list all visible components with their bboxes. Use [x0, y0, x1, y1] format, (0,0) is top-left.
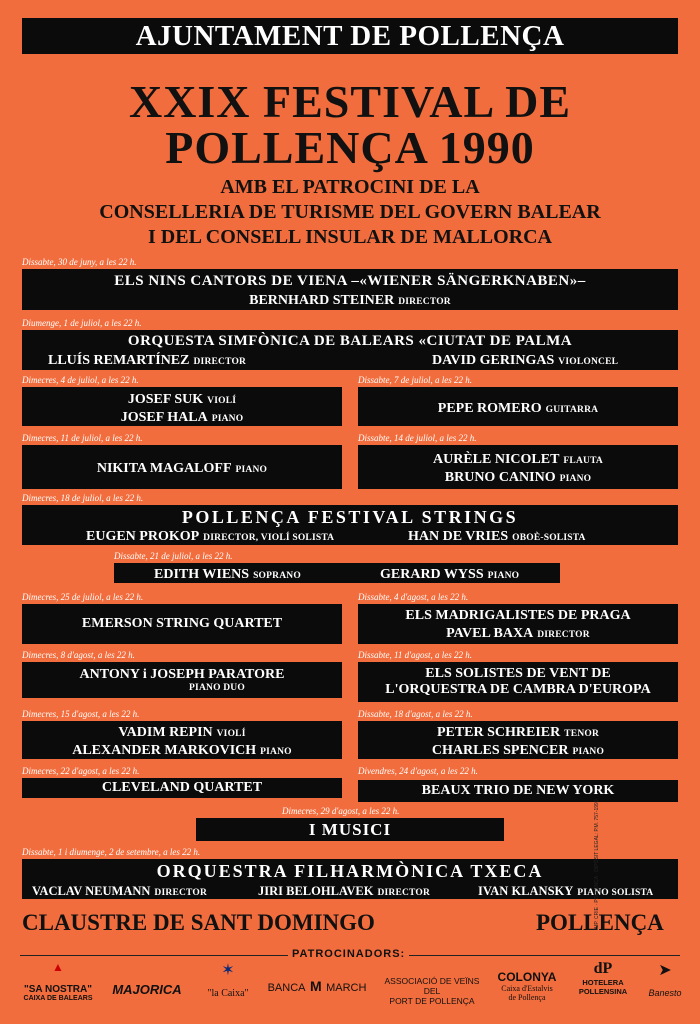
sponsor-subname: CAIXA DE BALEARS	[23, 995, 93, 1002]
performer-role: PIANO	[559, 474, 592, 484]
performer-role: DIRECTOR, VIOLÍ SOLISTA	[203, 533, 335, 543]
performer-name: ELS SOLISTES DE VENT DE	[425, 666, 611, 681]
sponsor-subname: MARCH	[326, 982, 367, 994]
event-title: POLLENÇA FESTIVAL STRINGS	[181, 507, 519, 527]
event-box	[22, 721, 342, 759]
sponsor-name: Banesto	[648, 988, 682, 998]
performer-name: L'ORQUESTRA DE CAMBRA D'EUROPA	[385, 682, 651, 697]
sponsor-name: HOTELERA	[582, 978, 624, 987]
performer-name: JOSEF HALA	[120, 410, 208, 425]
event-box	[358, 445, 678, 489]
performer-name: VADIM REPIN	[118, 725, 213, 740]
event-date: Dimecres, 29 d'agost, a les 22 h.	[282, 806, 400, 816]
performer-name: PAVEL BAXA	[446, 626, 534, 641]
sponsor-subname: POLLENSINA	[578, 987, 628, 996]
performer-role: TENOR	[564, 729, 600, 739]
performer-name: ANTONY i JOSEPH PARATORE	[79, 667, 285, 682]
sponsor-sa-nostra	[16, 960, 100, 1002]
performer-role: FLAUTA	[563, 456, 603, 466]
sponsor-hotelera	[570, 960, 636, 996]
event-box	[22, 505, 678, 545]
performer-role: PIANO	[260, 747, 292, 757]
sponsor-majorica	[104, 982, 190, 997]
event-box	[22, 269, 678, 310]
patronage-line2: CONSELLERIA DE TURISME DEL GOVERN BALEAR	[99, 201, 601, 223]
sponsor-colonya	[486, 960, 568, 1002]
event-title: ORQUESTA SIMFÒNICA DE BALEARS «CIUTAT DE PALMA	[127, 333, 573, 349]
performer-name: HAN DE VRIES	[408, 529, 509, 544]
event-box	[22, 859, 678, 899]
event-box	[196, 818, 504, 841]
performer-role: VIOLÍ	[207, 396, 237, 406]
performer-role: VIOLÍ	[216, 729, 246, 739]
performer-name: PETER SCHREIER	[436, 725, 561, 740]
event-date: Diumenge, 1 de juliol, a les 22 h.	[22, 318, 142, 328]
performer-name: PEPE ROMERO	[437, 401, 542, 416]
performer-name: ALEXANDER MARKOVICH	[72, 743, 257, 758]
event-box	[358, 662, 678, 702]
performer-name: DAVID GERINGAS	[432, 353, 555, 368]
sponsor-subname: de Pollença	[508, 993, 546, 1002]
performer-name: JOSEF SUK	[127, 392, 204, 407]
performer-name: JIRI BELOHLAVEK	[258, 884, 374, 898]
event-date: Dimecres, 22 d'agost, a les 22 h.	[22, 766, 140, 776]
performer-name: EDITH WIENS	[154, 567, 250, 582]
event-date: Dissabte, 7 de juliol, a les 22 h.	[358, 375, 472, 385]
festival-title-line2: POLLENÇA 1990	[165, 122, 535, 173]
performer-role: VIOLONCEL	[558, 357, 619, 367]
sponsor-subname: Caixa d'Estalvis	[501, 984, 553, 993]
performer-role: PIANO DUO	[189, 683, 245, 693]
patronage-line3: I DEL CONSELL INSULAR DE MALLORCA	[148, 226, 552, 248]
event-title: ELS NINS CANTORS DE VIENA –«WIENER SÄNGERKNABEN»–	[114, 273, 586, 289]
performer-name: BERNHARD STEINER	[249, 293, 395, 308]
performer-name: NIKITA MAGALOFF	[96, 461, 232, 476]
march-logo-icon: M	[309, 978, 322, 994]
sponsor-subname: DEL	[423, 986, 441, 996]
star-logo-icon: ✶	[221, 962, 235, 979]
event-box	[114, 563, 560, 583]
performer-role: DIRECTOR	[377, 888, 431, 898]
performer-role: DIRECTOR	[193, 357, 247, 367]
performer-role: DIRECTOR	[398, 297, 451, 307]
sponsor-la-caixa	[196, 960, 260, 999]
event-date: Dimecres, 11 de juliol, a les 22 h.	[22, 433, 143, 443]
event-date: Dissabte, 14 de juliol, a les 22 h.	[358, 433, 477, 443]
event-date: Dissabte, 1 i diumenge, 2 de setembre, a les 22 h.	[22, 847, 201, 857]
event-box	[358, 780, 678, 802]
sponsor-name: MAJORICA	[112, 982, 182, 997]
event-date: Dimecres, 8 d'agost, a les 22 h.	[22, 650, 135, 660]
sponsor-banca-march	[262, 978, 372, 996]
header-banner: AJUNTAMENT DE POLLENÇA	[22, 18, 678, 54]
event-box	[22, 387, 342, 426]
venue: CLAUSTRE DE SANT DOMINGO	[22, 910, 375, 935]
legal-note: IMP. CRIE · POLLENÇA · DIPÒSIT LEGAL: P.M. 757-1990	[594, 799, 600, 930]
performer-role: PIANO	[211, 414, 244, 424]
event-date: Dissabte, 4 d'agost, a les 22 h.	[358, 592, 469, 602]
event-date: Dissabte, 30 de juny, a les 22 h.	[22, 257, 137, 267]
event-box	[22, 604, 342, 644]
event-date: Dimecres, 25 de juliol, a les 22 h.	[22, 592, 144, 602]
performer-role: DIRECTOR	[154, 888, 208, 898]
event-date: Dimecres, 15 d'agost, a les 22 h.	[22, 709, 140, 719]
sponsor-name: COLONYA	[497, 970, 557, 984]
performer-name: VACLAV NEUMANN	[32, 884, 151, 898]
performer-name: ELS MADRIGALISTES DE PRAGA	[405, 608, 631, 623]
event-date: Dimecres, 18 de juliol, a les 22 h.	[22, 493, 144, 503]
performer-name: LLUÍS REMARTÍNEZ	[48, 353, 190, 368]
event-box	[22, 778, 342, 798]
performer-name: IVAN KLANSKY	[478, 884, 574, 898]
event-date: Dimecres, 4 de juliol, a les 22 h.	[22, 375, 139, 385]
event-box	[22, 330, 678, 370]
event-box	[358, 387, 678, 426]
patronage-line1: AMB EL PATROCINI DE LA	[220, 176, 480, 198]
sponsor-name: ASSOCIACIÓ DE VEÏNS	[384, 976, 480, 986]
event-box	[22, 445, 342, 489]
performer-role: PIANO	[235, 465, 268, 475]
performer-name: BRUNO CANINO	[444, 470, 556, 485]
performer-role: SOPRANO	[253, 571, 301, 581]
banesto-logo-icon: ➤	[658, 962, 672, 979]
performer-role: PIANO SOLISTA	[577, 888, 654, 898]
event-date: Dissabte, 11 d'agost, a les 22 h.	[358, 650, 473, 660]
event-date: Divendres, 24 d'agost, a les 22 h.	[358, 766, 478, 776]
event-box	[22, 662, 342, 698]
performer-name: BEAUX TRIO DE NEW YORK	[421, 783, 615, 798]
hotelera-logo-icon: dP	[593, 960, 613, 977]
performer-name: EUGEN PROKOP	[86, 529, 200, 544]
performer-role: DIRECTOR	[537, 630, 590, 640]
performer-role: PIANO	[487, 571, 520, 581]
performer-name: GERARD WYSS	[380, 567, 484, 582]
sponsor-banesto	[640, 960, 690, 998]
event-title: ORQUESTRA FILHARMÒNICA TXECA	[156, 861, 544, 881]
event-date: Dissabte, 18 d'agost, a les 22 h.	[358, 709, 473, 719]
sponsors-label: PATROCINADORS:	[288, 948, 409, 960]
event-box	[358, 604, 678, 644]
event-date: Dissabte, 21 de juliol, a les 22 h.	[114, 551, 233, 561]
performer-name: AURÈLE NICOLET	[433, 452, 560, 467]
festival-title-line1: XXIX FESTIVAL DE	[128, 76, 572, 127]
sponsor-associacio	[376, 976, 488, 1006]
performer-role: OBOÈ-SOLISTA	[512, 533, 586, 543]
performer-name: EMERSON STRING QUARTET	[81, 616, 283, 631]
sa-nostra-logo-icon: ▲	[52, 960, 64, 974]
performer-name: CLEVELAND QUARTET	[101, 780, 263, 795]
performer-role: PIANO	[572, 747, 605, 757]
town: POLLENÇA	[536, 910, 664, 935]
sponsor-subname: PORT DE POLLENÇA	[389, 996, 475, 1006]
performer-name: I MUSICI	[308, 820, 392, 839]
sponsor-name: "la Caixa"	[207, 988, 249, 999]
event-box	[358, 721, 678, 759]
performer-role: GUITARRA	[545, 405, 599, 415]
sponsor-name: "SA NOSTRA"	[23, 984, 92, 995]
sponsor-name: BANCA	[267, 982, 306, 994]
performer-name: CHARLES SPENCER	[431, 743, 569, 758]
